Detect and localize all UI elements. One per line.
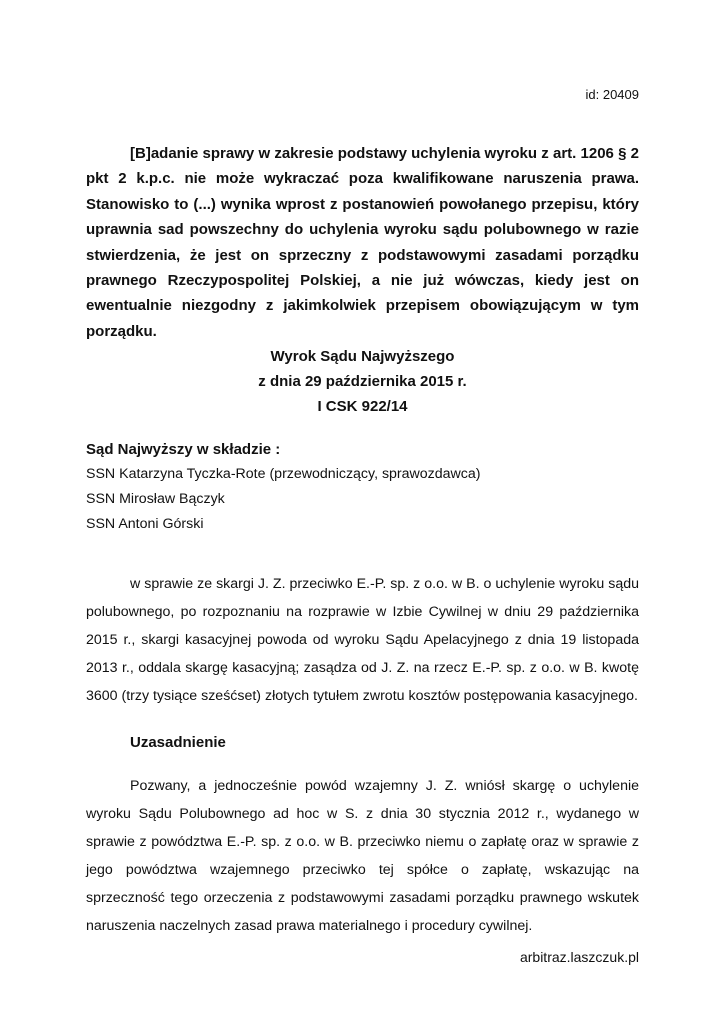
composition-member: SSN Katarzyna Tyczka-Rote (przewodniczący, sprawozdawca) [86, 466, 481, 482]
footer-website: arbitraz.laszczuk.pl [519, 949, 639, 965]
verdict-paragraph: w sprawie ze skargi J. Z. przeciwko E.-P. sp. z o.o. w B. o uchylenie wyroku sądu polubownego, po rozpoznaniu na rozprawie w Izbie Cywilnej w dniu 29 października 2015 r., skargi kasacyjnej powoda od wyroku Sądu Apelacyjnego z dnia 19 listopada 2013 r., oddala skargę kasacyjną; zasądza od J. Z. na rzecz E.-P. sp. z o.o. w B. kwotę 3600 (trzy tysiące sześćset) złotych tytułem zwrotu kosztów postępowania kasacyjnego. [86, 576, 639, 704]
document-id: id: 20409 [585, 87, 639, 102]
composition-member: SSN Mirosław Bączyk [86, 491, 225, 507]
thesis-paragraph: [B]adanie sprawy w zakresie podstawy uchylenia wyroku z art. 1206 § 2 pkt 2 k.p.c. nie może wykraczać poza kwalifikowane naruszenia prawa. Stanowisko to (...) wynika wprost z postanowień powołanego przepisu, który uprawnia sad powszechny do uchylenia wyroku sądu polubownego w razie stwierdzenia, że jest on sprzeczny z podstawowymi zasadami porządku prawnego Rzeczypospolitej Polskiej, a nie już wówczas, kiedy jest on ewentualnie niezgodny z jakimkolwiek przepisem obowiązującym w tym porządku. [86, 145, 639, 340]
reasoning-paragraph: Pozwany, a jednocześnie powód wzajemny J. Z. wniósł skargę o uchylenie wyroku Sądu Polubownego ad hoc w S. z dnia 30 stycznia 2012 r., wydanego w sprawie z powództwa E.-P. sp. z o.o. w B. przeciwko niemu o zapłatę oraz w sprawie z jego powództwa wzajemnego przeciwko tej spółce o zapłatę, wskazując na sprzeczność tego orzeczenia z podstawowymi zasadami porządku prawnego wskutek naruszenia naczelnych zasad prawa materialnego i procedury cywilnej. [86, 778, 639, 934]
composition-member: SSN Antoni Górski [86, 516, 204, 532]
section-title-justification: Uzasadnienie [130, 734, 226, 751]
judgment-court-title: Wyrok Sądu Najwyższego [270, 348, 455, 365]
court-composition [86, 437, 639, 537]
judgment-date: z dnia 29 października 2015 r. [258, 373, 467, 390]
judgment-heading [86, 344, 639, 419]
judgment-case-number: I CSK 922/14 [317, 398, 408, 415]
composition-title: Sąd Najwyższy w składzie : [86, 441, 281, 458]
